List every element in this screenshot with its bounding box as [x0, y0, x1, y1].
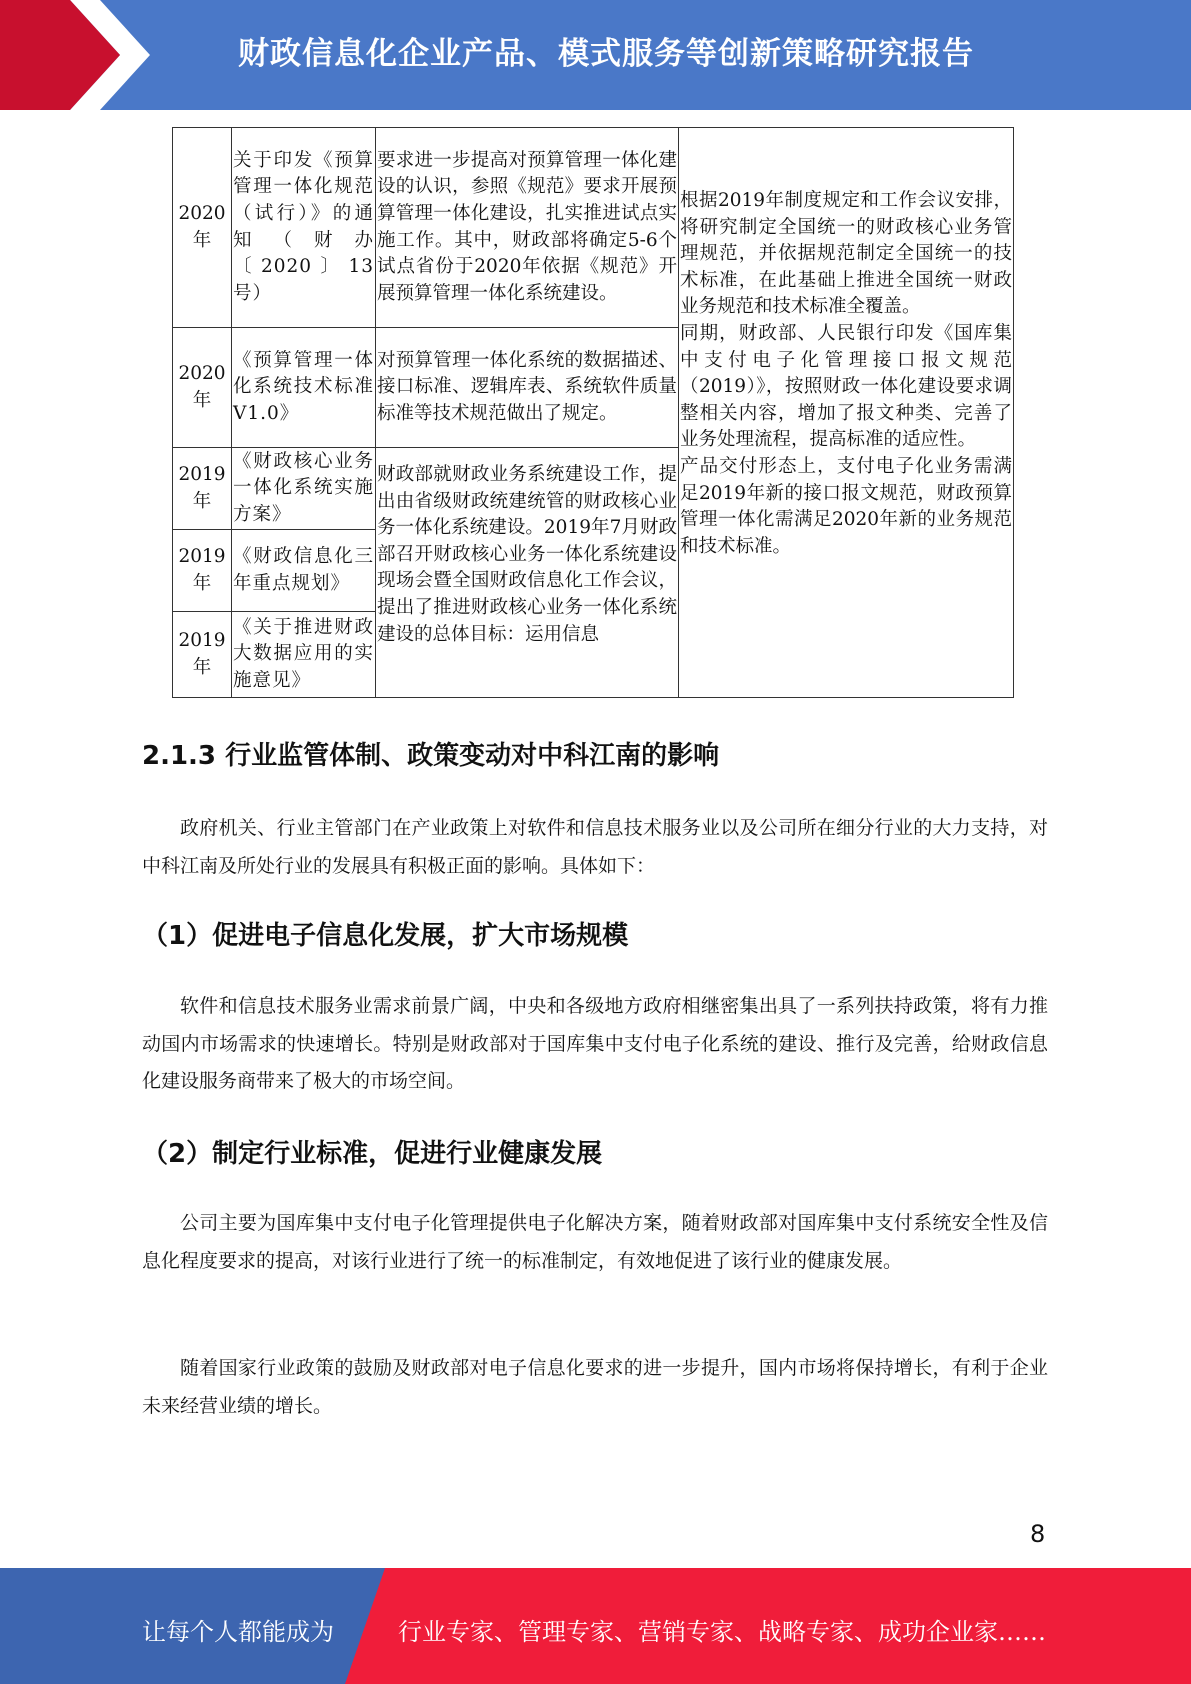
- note-paragraph: 同期，财政部、人民银行印发《国库集中支付电子化管理接口报文规范（2019）》，按照财政一体化建设要求调整相关内容，增加了报文种类、完善了业务处理流程，提高标准的适应性。: [680, 322, 1012, 451]
- footer-slogan-right: 行业专家、管理专家、营销专家、战略专家、成功企业家……: [398, 1618, 1046, 1646]
- year-cell: 2019年: [173, 448, 232, 530]
- subsection-heading-2: （2）制定行业标准，促进行业健康发展: [142, 1139, 603, 1169]
- year-cell: 2019年: [173, 612, 232, 698]
- policy-name-cell: 《预算管理一体化系统技术标准V1.0》: [232, 328, 376, 448]
- policy-name-cell: 《财政信息化三年重点规划》: [232, 530, 376, 612]
- table-row: [173, 128, 1014, 328]
- note-paragraph: 产品交付形态上，支付电子化业务需满足2019年新的接口报文规范，财政预算管理一体化需满足2020年新的业务规范和技术标准。: [680, 455, 1012, 557]
- year-cell: 2020年: [173, 128, 232, 328]
- policy-content-cell: 对预算管理一体化系统的数据描述、接口标准、逻辑库表、系统软件质量标准等技术规范做出了规定。: [376, 328, 679, 448]
- subsection-heading-1: （1）促进电子信息化发展，扩大市场规模: [142, 921, 629, 951]
- subsection-text-2a: 公司主要为国库集中支付电子化管理提供电子化解决方案，随着财政部对国库集中支付系统安全性及信息化程度要求的提高，对该行业进行了统一的标准制定，有效地促进了该行业的健康发展。: [142, 1212, 1048, 1272]
- section-intro: 政府机关、行业主管部门在产业政策上对软件和信息技术服务业以及公司所在细分行业的大力支持，对中科江南及所处行业的发展具有积极正面的影响。具体如下：: [142, 817, 1048, 877]
- year-cell: 2020年: [173, 328, 232, 448]
- policy-name-cell: 《关于推进财政大数据应用的实施意见》: [232, 612, 376, 698]
- subsection-text-2b: 随着国家行业政策的鼓励及财政部对电子信息化要求的进一步提升，国内市场将保持增长，有利于企业未来经营业绩的增长。: [142, 1357, 1048, 1417]
- footer-slogan-left: 让每个人都能成为: [142, 1618, 334, 1646]
- policy-name-cell: 《财政核心业务一体化系统实施方案》: [232, 448, 376, 530]
- header-title: 财政信息化企业产品、模式服务等创新策略研究报告: [238, 36, 974, 72]
- policy-content-cell: 财政部就财政业务系统建设工作，提出由省级财政统建统管的财政核心业务一体化系统建设。2019年7月财政部召开财政核心业务一体化系统建设现场会暨全国财政信息化工作会议，提出了推进财政核心业务一体化系统建设的总体目标：运用信息: [376, 448, 679, 698]
- policy-table: [172, 127, 1014, 698]
- section-heading: 2.1.3 行业监管体制、政策变动对中科江南的影响: [142, 741, 720, 771]
- policy-name-cell: 关于印发《预算管理一体化规范（试行）》的通知（财办〔2020〕13号）: [232, 128, 376, 328]
- header-red-block: [0, 0, 70, 110]
- note-paragraph: 根据2019年制度规定和工作会议安排，将研究制定全国统一的财政核心业务管理规范，并依据规范制定全国统一的技术标准，在此基础上推进全国统一财政业务规范和技术标准全覆盖。: [680, 190, 1012, 318]
- header-chevron-decoration: [70, 0, 150, 110]
- policy-content-cell: 要求进一步提高对预算管理一体化建设的认识，参照《规范》要求开展预算管理一体化建设，扎实推进试点实施工作。其中，财政部将确定5-6个试点省份于2020年依据《规范》开展预算管理一体化系统建设。: [376, 128, 679, 328]
- page-footer: [0, 1568, 1191, 1684]
- page-number: 8: [1030, 1520, 1046, 1548]
- subsection-text-1: 软件和信息技术服务业需求前景广阔，中央和各级地方政府相继密集出具了一系列扶持政策，将有力推动国内市场需求的快速增长。特别是财政部对于国库集中支付电子化系统的建设、推行及完善，给财政信息化建设服务商带来了极大的市场空间。: [142, 995, 1048, 1092]
- page-header: [0, 0, 1191, 110]
- policy-note-cell: [679, 128, 1014, 698]
- year-cell: 2019年: [173, 530, 232, 612]
